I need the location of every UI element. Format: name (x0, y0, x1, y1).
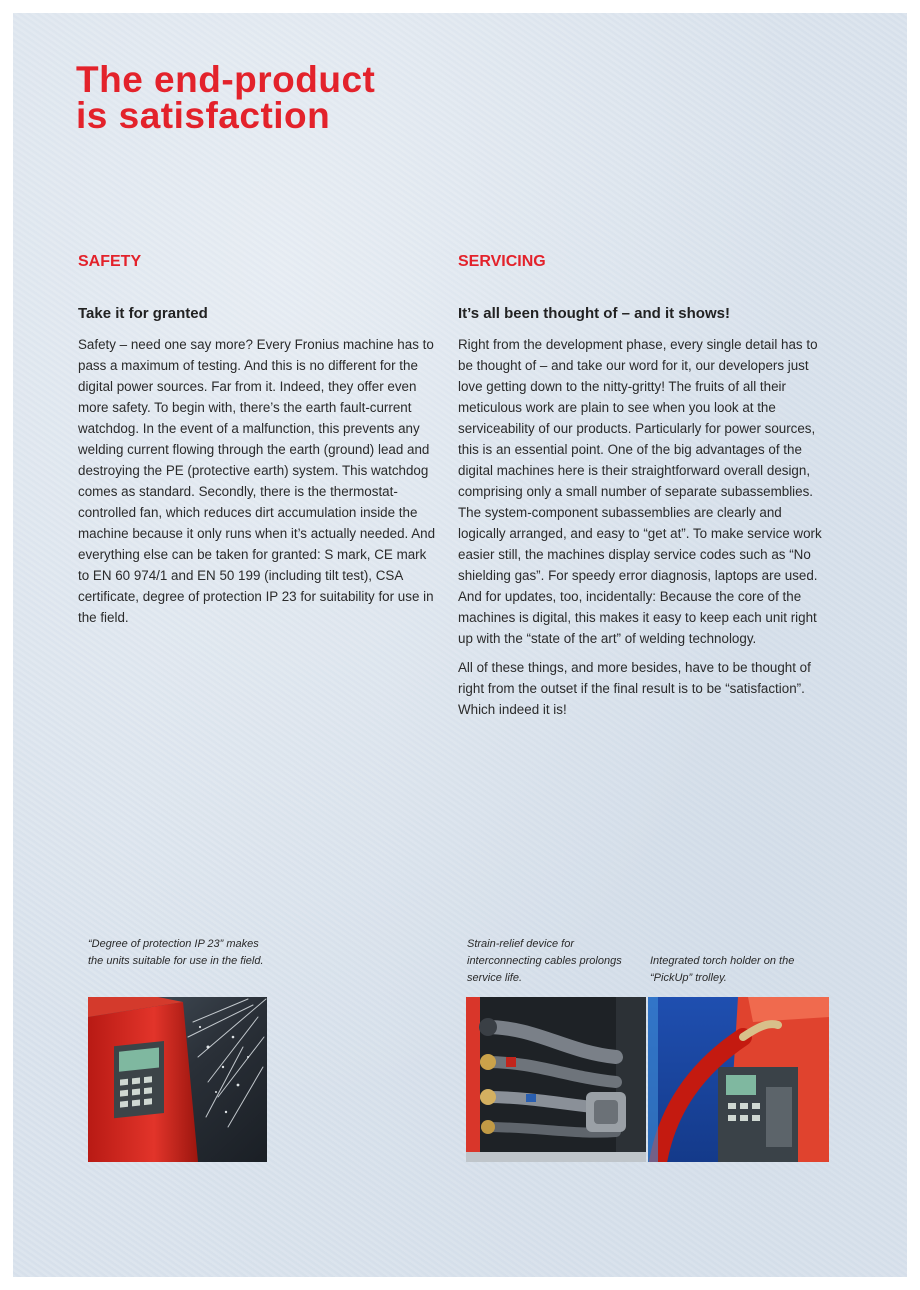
servicing-column (458, 252, 822, 728)
servicing-heading: SERVICING (458, 253, 546, 270)
servicing-subheading: It’s all been thought of – and it shows! (458, 305, 730, 322)
safety-column (78, 252, 438, 636)
safety-heading: SAFETY (78, 253, 142, 270)
torch-holder-photo (648, 997, 829, 1162)
strain-relief-cables-photo (466, 997, 646, 1162)
welding-machine-spray-photo (88, 997, 267, 1162)
title-line-1: The end-product (76, 59, 376, 100)
welding-machine-spray-illustration (88, 997, 267, 1162)
torch-holder-illustration (648, 997, 829, 1162)
safety-subheading: Take it for granted (78, 305, 208, 322)
page-title (76, 59, 376, 136)
title-line-2: is satisfaction (76, 95, 331, 136)
strain-relief-cables-illustration (466, 997, 646, 1162)
servicing-paragraph-2: All of these things, and more besides, have to be thought of right from the outset if the final result is to be “satisfaction”. Which indeed it is! (458, 660, 811, 717)
safety-paragraph-1: Safety – need one say more? Every Fronius machine has to pass a maximum of testing. And this is no different for the digital power sources. Far from it. Indeed, they offer even more safety. To begin with, there’s the earth fault-current watchdog. In the event of a malfunction, this prevents any welding current flowing through the earth (ground) lead and destroying the PE (protective earth) system. This watchdog comes as standard. Secondly, there is the thermostat-controlled fan, which reduces dirt accumulation inside the machine because it only runs when it’s actually needed. And everything else can be taken for granted: S mark, CE mark to EN 60 974/1 and EN 50 199 (including tilt test), CSA certificate, degree of protection IP 23 for suitability for use in the field. (78, 337, 436, 625)
fig3-caption: Integrated torch holder on the “PickUp” trolley. (650, 955, 795, 984)
fig1-caption: “Degree of protection IP 23” makes the units suitable for use in the field. (88, 938, 264, 967)
fig2-caption: Strain-relief device for interconnecting cables prolongs service life. (467, 938, 622, 984)
servicing-paragraph-1: Right from the development phase, every single detail has to be thought of – and take our word for it, our developers just love getting down to the nitty-gritty! The fruits of all their meticulous work are plain to see when you look at the serviceability of our products. Particularly for power sources, this is an essential point. One of the big advantages of the digital machines here is their straightforward overall design, comprising only a small number of separate subassemblies. The system-component subassemblies are clearly and logically arranged, and easy to “get at”. To make service work easier still, the machines display service codes such as “No shielding gas”. For speedy error diagnosis, laptops are used. And for updates, too, incidentally: Because the core of the machines is digital, this makes it easy to keep each unit right up with the “state of the art” of welding technology. (458, 337, 822, 646)
